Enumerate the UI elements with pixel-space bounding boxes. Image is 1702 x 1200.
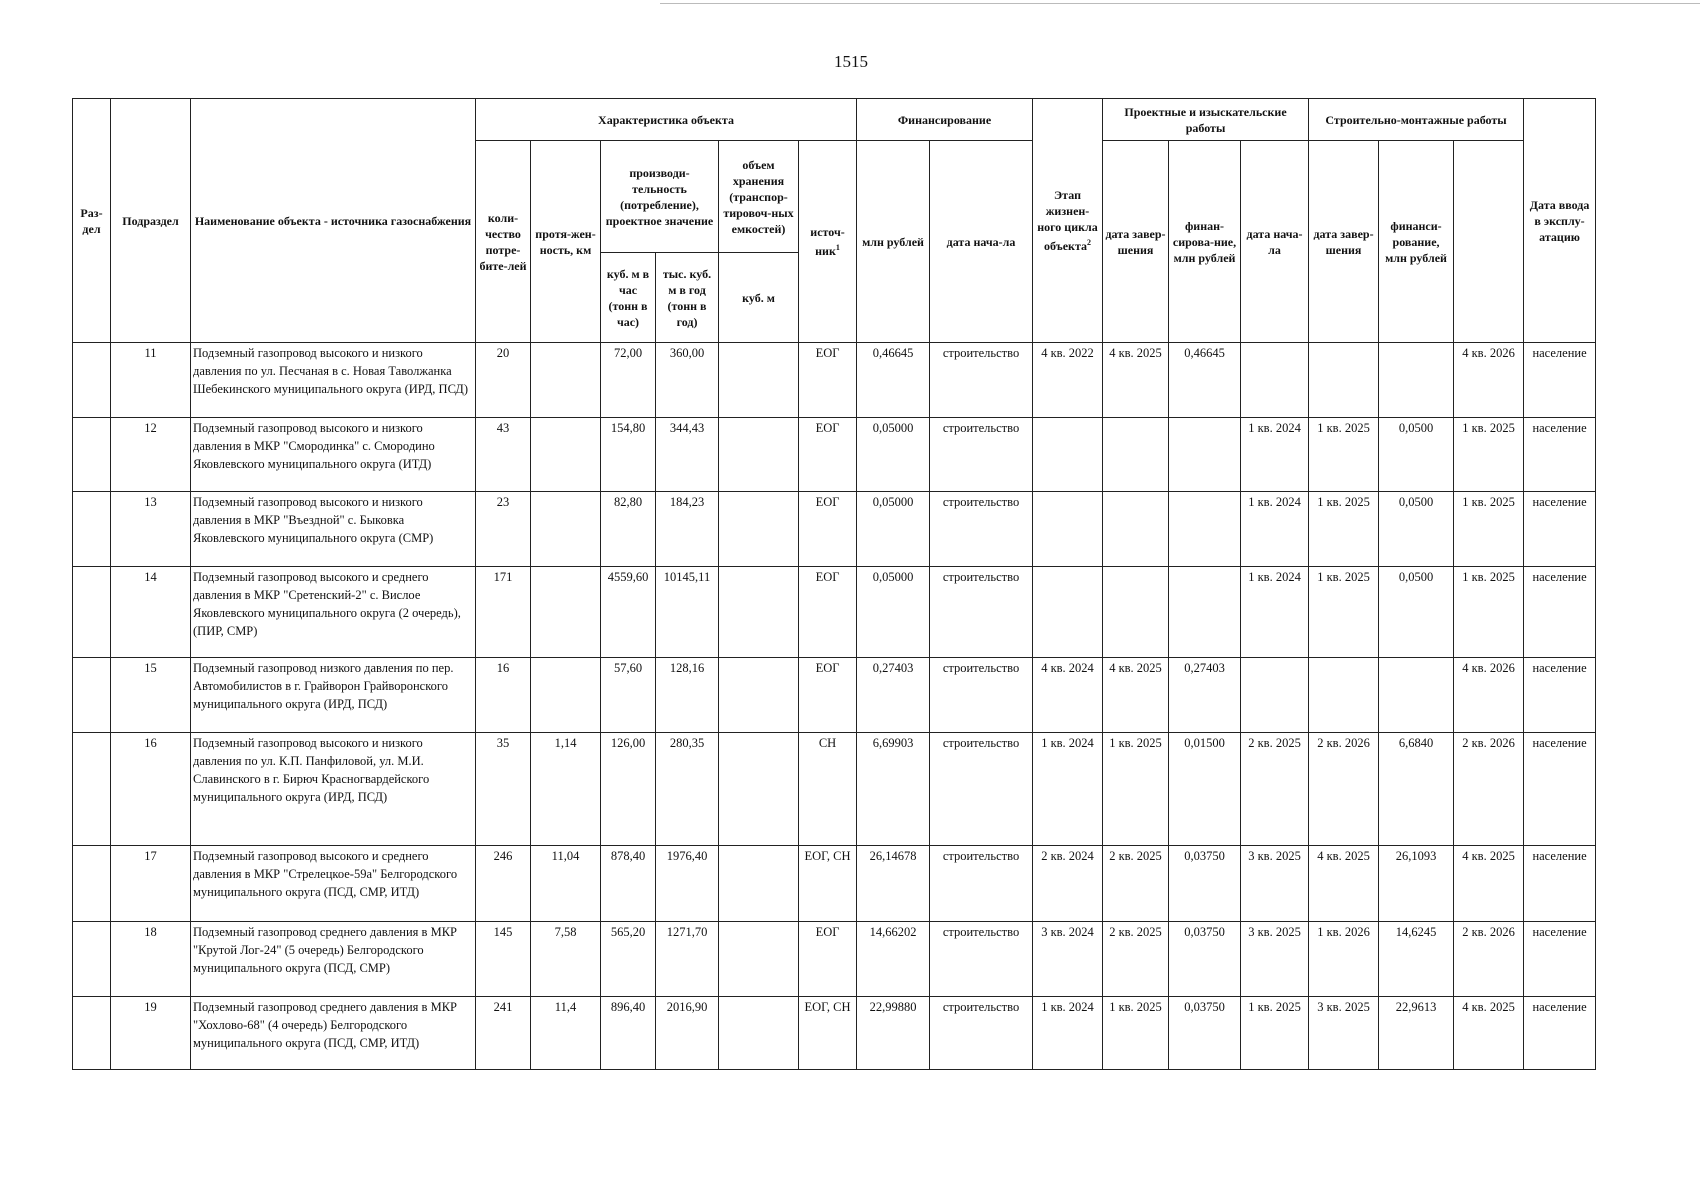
cell-stage: строительство bbox=[930, 997, 1033, 1070]
header-fin-mln: финан-сирова-ние, млн рублей bbox=[1169, 141, 1241, 343]
cell-storage bbox=[719, 658, 799, 733]
header-mln-rub: млн рублей bbox=[857, 141, 930, 343]
cell-storage bbox=[719, 997, 799, 1070]
cell-cub-hour: 57,60 bbox=[601, 658, 656, 733]
header-capacity: производи-тельность (потребление), проектное значение bbox=[601, 141, 719, 253]
cell-source: ЕОГ, СН bbox=[799, 846, 857, 922]
cell-pir-fin: 0,03750 bbox=[1169, 997, 1241, 1070]
cell-pir-end: 4 кв. 2025 bbox=[1103, 658, 1169, 733]
cell-group: население bbox=[1524, 567, 1596, 658]
cell-pir-end bbox=[1103, 567, 1169, 658]
cell-pir-start: 2 кв. 2024 bbox=[1033, 846, 1103, 922]
cell-name: Подземный газопровод низкого давления по пер. Автомобилистов в г. Грайворон Грайворонского муниципального округа (ИРД, ПСД) bbox=[191, 658, 476, 733]
cell-smr-start: 3 кв. 2025 bbox=[1241, 922, 1309, 997]
cell-commission: 1 кв. 2025 bbox=[1454, 567, 1524, 658]
cell-cub-hour: 126,00 bbox=[601, 733, 656, 846]
cell-smr-fin: 6,6840 bbox=[1379, 733, 1454, 846]
cell-commission: 4 кв. 2026 bbox=[1454, 658, 1524, 733]
cell-mln: 0,46645 bbox=[857, 343, 930, 418]
cell-commission: 4 кв. 2026 bbox=[1454, 343, 1524, 418]
cell-stage: строительство bbox=[930, 846, 1033, 922]
header-cubic: куб. м bbox=[719, 253, 799, 343]
cell-group: население bbox=[1524, 922, 1596, 997]
cell-th-year: 280,35 bbox=[656, 733, 719, 846]
cell-smr-end: 1 кв. 2025 bbox=[1309, 418, 1379, 492]
header-thousand-year: тыс. куб. м в год (тонн в год) bbox=[656, 253, 719, 343]
cell-storage bbox=[719, 733, 799, 846]
table-row bbox=[73, 997, 1596, 1070]
cell-cub-hour: 154,80 bbox=[601, 418, 656, 492]
cell-smr-fin bbox=[1379, 658, 1454, 733]
cell-sub: 11 bbox=[111, 343, 191, 418]
cell-smr-end: 1 кв. 2025 bbox=[1309, 492, 1379, 567]
cell-group: население bbox=[1524, 492, 1596, 567]
cell-pir-start: 1 кв. 2024 bbox=[1033, 997, 1103, 1070]
cell-smr-fin: 0,0500 bbox=[1379, 418, 1454, 492]
cell-source: ЕОГ bbox=[799, 567, 857, 658]
table-body bbox=[73, 343, 1596, 1070]
cell-stage: строительство bbox=[930, 492, 1033, 567]
cell-th-year: 1271,70 bbox=[656, 922, 719, 997]
cell-sub: 14 bbox=[111, 567, 191, 658]
header-end-date: дата завер-шения bbox=[1103, 141, 1169, 343]
cell-smr-start bbox=[1241, 343, 1309, 418]
cell-group: население bbox=[1524, 658, 1596, 733]
header-financing: Финансирование bbox=[857, 99, 1033, 141]
cell-pir-fin: 0,46645 bbox=[1169, 343, 1241, 418]
header-characteristics: Характеристика объекта bbox=[476, 99, 857, 141]
cell-razdel bbox=[73, 343, 111, 418]
cell-smr-start bbox=[1241, 658, 1309, 733]
cell-storage bbox=[719, 567, 799, 658]
cell-pir-fin bbox=[1169, 492, 1241, 567]
cell-smr-end bbox=[1309, 658, 1379, 733]
cell-smr-fin: 26,1093 bbox=[1379, 846, 1454, 922]
cell-pir-end: 1 кв. 2025 bbox=[1103, 997, 1169, 1070]
cell-mln: 22,99880 bbox=[857, 997, 930, 1070]
cell-consumers: 171 bbox=[476, 567, 531, 658]
cell-stage: строительство bbox=[930, 343, 1033, 418]
cell-group: население bbox=[1524, 343, 1596, 418]
cell-length: 11,04 bbox=[531, 846, 601, 922]
cell-smr-end: 2 кв. 2026 bbox=[1309, 733, 1379, 846]
cell-name: Подземный газопровод высокого и среднего давления в МКР "Стрелецкое-59а" Белгородского муниципального округа (ПСД, СМР, ИТД) bbox=[191, 846, 476, 922]
cell-storage bbox=[719, 418, 799, 492]
cell-razdel bbox=[73, 733, 111, 846]
cell-consumers: 35 bbox=[476, 733, 531, 846]
cell-cub-hour: 878,40 bbox=[601, 846, 656, 922]
cell-source: ЕОГ bbox=[799, 922, 857, 997]
cell-smr-fin: 0,0500 bbox=[1379, 492, 1454, 567]
cell-cub-hour: 4559,60 bbox=[601, 567, 656, 658]
cell-smr-end: 4 кв. 2025 bbox=[1309, 846, 1379, 922]
header-start-date: дата нача-ла bbox=[930, 141, 1033, 343]
cell-stage: строительство bbox=[930, 418, 1033, 492]
cell-th-year: 344,43 bbox=[656, 418, 719, 492]
cell-smr-start: 1 кв. 2024 bbox=[1241, 567, 1309, 658]
cell-pir-end: 2 кв. 2025 bbox=[1103, 846, 1169, 922]
cell-th-year: 2016,90 bbox=[656, 997, 719, 1070]
cell-pir-fin bbox=[1169, 418, 1241, 492]
cell-group: население bbox=[1524, 418, 1596, 492]
cell-razdel bbox=[73, 997, 111, 1070]
cell-smr-end bbox=[1309, 343, 1379, 418]
cell-length bbox=[531, 418, 601, 492]
cell-smr-start: 1 кв. 2024 bbox=[1241, 492, 1309, 567]
cell-length bbox=[531, 658, 601, 733]
cell-mln: 0,05000 bbox=[857, 567, 930, 658]
cell-storage bbox=[719, 492, 799, 567]
cell-length bbox=[531, 343, 601, 418]
header-design-works: Проектные и изыскательские работы bbox=[1103, 99, 1309, 141]
header-name: Наименование объекта - источника газоснабжения bbox=[191, 99, 476, 343]
cell-length bbox=[531, 567, 601, 658]
cell-razdel bbox=[73, 658, 111, 733]
cell-smr-fin: 14,6245 bbox=[1379, 922, 1454, 997]
cell-name: Подземный газопровод высокого и низкого давления по ул. Песчаная в с. Новая Таволжанка Шебекинского муниципального округа (ИРД, ПСД) bbox=[191, 343, 476, 418]
gas-objects-table bbox=[72, 98, 1596, 1070]
cell-consumers: 20 bbox=[476, 343, 531, 418]
cell-pir-end bbox=[1103, 492, 1169, 567]
cell-smr-start: 1 кв. 2024 bbox=[1241, 418, 1309, 492]
cell-cub-hour: 896,40 bbox=[601, 997, 656, 1070]
cell-stage: строительство bbox=[930, 567, 1033, 658]
cell-smr-fin bbox=[1379, 343, 1454, 418]
cell-consumers: 246 bbox=[476, 846, 531, 922]
cell-source: ЕОГ, СН bbox=[799, 997, 857, 1070]
cell-stage: строительство bbox=[930, 733, 1033, 846]
cell-pir-end: 2 кв. 2025 bbox=[1103, 922, 1169, 997]
header-consumers: коли-чество потре-бите-лей bbox=[476, 141, 531, 343]
table-row bbox=[73, 922, 1596, 997]
cell-sub: 19 bbox=[111, 997, 191, 1070]
cell-smr-end: 3 кв. 2025 bbox=[1309, 997, 1379, 1070]
cell-group: население bbox=[1524, 997, 1596, 1070]
cell-consumers: 16 bbox=[476, 658, 531, 733]
header-storage: объем хранения (транспор-тировоч-ных емкостей) bbox=[719, 141, 799, 253]
cell-pir-start bbox=[1033, 492, 1103, 567]
cell-length: 11,4 bbox=[531, 997, 601, 1070]
cell-name: Подземный газопровод высокого и низкого давления в МКР "Въездной" с. Быковка Яковлевского муниципального округа (СМР) bbox=[191, 492, 476, 567]
cell-sub: 16 bbox=[111, 733, 191, 846]
cell-pir-fin: 0,01500 bbox=[1169, 733, 1241, 846]
cell-sub: 18 bbox=[111, 922, 191, 997]
cell-source: ЕОГ bbox=[799, 343, 857, 418]
table-row bbox=[73, 492, 1596, 567]
cell-pir-end: 4 кв. 2025 bbox=[1103, 343, 1169, 418]
cell-mln: 14,66202 bbox=[857, 922, 930, 997]
header-razdel: Раз-дел bbox=[73, 99, 111, 343]
cell-cub-hour: 82,80 bbox=[601, 492, 656, 567]
cell-cub-hour: 72,00 bbox=[601, 343, 656, 418]
header-cm-end: дата завер-шения bbox=[1309, 141, 1379, 343]
table-row bbox=[73, 418, 1596, 492]
cell-pir-fin: 0,03750 bbox=[1169, 922, 1241, 997]
cell-consumers: 23 bbox=[476, 492, 531, 567]
cell-storage bbox=[719, 922, 799, 997]
table-row bbox=[73, 846, 1596, 922]
cell-commission: 4 кв. 2025 bbox=[1454, 997, 1524, 1070]
cell-length bbox=[531, 492, 601, 567]
cell-pir-start bbox=[1033, 418, 1103, 492]
cell-mln: 6,69903 bbox=[857, 733, 930, 846]
cell-pir-end bbox=[1103, 418, 1169, 492]
cell-razdel bbox=[73, 846, 111, 922]
cell-smr-fin: 0,0500 bbox=[1379, 567, 1454, 658]
cell-stage: строительство bbox=[930, 658, 1033, 733]
cell-length: 1,14 bbox=[531, 733, 601, 846]
cell-commission: 1 кв. 2025 bbox=[1454, 418, 1524, 492]
cell-storage bbox=[719, 846, 799, 922]
cell-mln: 0,05000 bbox=[857, 492, 930, 567]
cell-name: Подземный газопровод среднего давления в МКР "Хохлово-68" (4 очередь) Белгородского муниципального округа (ПСД, СМР, ИТД) bbox=[191, 997, 476, 1070]
cell-cub-hour: 565,20 bbox=[601, 922, 656, 997]
cell-mln: 26,14678 bbox=[857, 846, 930, 922]
cell-pir-end: 1 кв. 2025 bbox=[1103, 733, 1169, 846]
table-row bbox=[73, 343, 1596, 418]
cell-pir-start: 4 кв. 2022 bbox=[1033, 343, 1103, 418]
cell-sub: 15 bbox=[111, 658, 191, 733]
cell-sub: 12 bbox=[111, 418, 191, 492]
cell-smr-start: 2 кв. 2025 bbox=[1241, 733, 1309, 846]
header-cubic-hour: куб. м в час (тонн в час) bbox=[601, 253, 656, 343]
cell-smr-start: 1 кв. 2025 bbox=[1241, 997, 1309, 1070]
table-row bbox=[73, 733, 1596, 846]
cell-smr-start: 3 кв. 2025 bbox=[1241, 846, 1309, 922]
cell-source: ЕОГ bbox=[799, 492, 857, 567]
cell-stage: строительство bbox=[930, 922, 1033, 997]
cell-length: 7,58 bbox=[531, 922, 601, 997]
cell-pir-start: 3 кв. 2024 bbox=[1033, 922, 1103, 997]
table-row bbox=[73, 658, 1596, 733]
cell-smr-end: 1 кв. 2025 bbox=[1309, 567, 1379, 658]
page-number: 1515 bbox=[834, 52, 868, 71]
table-row bbox=[73, 567, 1596, 658]
cell-name: Подземный газопровод среднего давления в МКР "Крутой Лог-24" (5 очередь) Белгородского муниципального округа (ПСД, СМР) bbox=[191, 922, 476, 997]
cell-razdel bbox=[73, 492, 111, 567]
header-length: протя-жен-ность, км bbox=[531, 141, 601, 343]
cell-sub: 17 bbox=[111, 846, 191, 922]
header-source: источ-ник$^1$ bbox=[799, 141, 857, 343]
cell-th-year: 128,16 bbox=[656, 658, 719, 733]
cell-smr-end: 1 кв. 2026 bbox=[1309, 922, 1379, 997]
cell-consumers: 43 bbox=[476, 418, 531, 492]
cell-pir-fin: 0,03750 bbox=[1169, 846, 1241, 922]
header-construction-works: Строительно-монтажные работы bbox=[1309, 99, 1524, 141]
cell-storage bbox=[719, 343, 799, 418]
cell-name: Подземный газопровод высокого и среднего давления в МКР "Сретенский-2" с. Вислое Яковлевского муниципального округа (2 очередь), (ПИР, СМР) bbox=[191, 567, 476, 658]
cell-razdel bbox=[73, 418, 111, 492]
cell-pir-fin: 0,27403 bbox=[1169, 658, 1241, 733]
cell-commission: 2 кв. 2026 bbox=[1454, 733, 1524, 846]
cell-th-year: 1976,40 bbox=[656, 846, 719, 922]
cell-name: Подземный газопровод высокого и низкого давления по ул. К.П. Панфиловой, ул. М.И. Славинского в г. Бирюч Красногвардейского муниципального округа (ИРД, ПСД) bbox=[191, 733, 476, 846]
header-podrazdel: Подраздел bbox=[111, 99, 191, 343]
cell-mln: 0,05000 bbox=[857, 418, 930, 492]
cell-th-year: 184,23 bbox=[656, 492, 719, 567]
cell-pir-start bbox=[1033, 567, 1103, 658]
cell-commission: 4 кв. 2025 bbox=[1454, 846, 1524, 922]
cell-mln: 0,27403 bbox=[857, 658, 930, 733]
cell-consumers: 145 bbox=[476, 922, 531, 997]
cell-group: население bbox=[1524, 733, 1596, 846]
cell-th-year: 360,00 bbox=[656, 343, 719, 418]
cell-pir-start: 1 кв. 2024 bbox=[1033, 733, 1103, 846]
header-cm-start: дата нача-ла bbox=[1241, 141, 1309, 343]
cell-razdel bbox=[73, 567, 111, 658]
cell-commission: 2 кв. 2026 bbox=[1454, 922, 1524, 997]
cell-razdel bbox=[73, 922, 111, 997]
header-stage: Этап жизнен-ного цикла объекта$^2$ bbox=[1033, 99, 1103, 343]
header-cm-fin: финанси-рование, млн рублей bbox=[1379, 141, 1454, 343]
cell-source: ЕОГ bbox=[799, 418, 857, 492]
cell-source: ЕОГ bbox=[799, 658, 857, 733]
cell-th-year: 10145,11 bbox=[656, 567, 719, 658]
cell-sub: 13 bbox=[111, 492, 191, 567]
cell-consumers: 241 bbox=[476, 997, 531, 1070]
cell-pir-start: 4 кв. 2024 bbox=[1033, 658, 1103, 733]
cell-name: Подземный газопровод высокого и низкого давления в МКР "Смородинка" с. Смородино Яковлевского муниципального округа (ИТД) bbox=[191, 418, 476, 492]
top-rule bbox=[660, 3, 1700, 4]
cell-smr-fin: 22,9613 bbox=[1379, 997, 1454, 1070]
cell-commission: 1 кв. 2025 bbox=[1454, 492, 1524, 567]
header-commission-date: Дата ввода в эксплу-атацию bbox=[1524, 99, 1596, 343]
cell-group: население bbox=[1524, 846, 1596, 922]
cell-source: СН bbox=[799, 733, 857, 846]
cell-pir-fin bbox=[1169, 567, 1241, 658]
